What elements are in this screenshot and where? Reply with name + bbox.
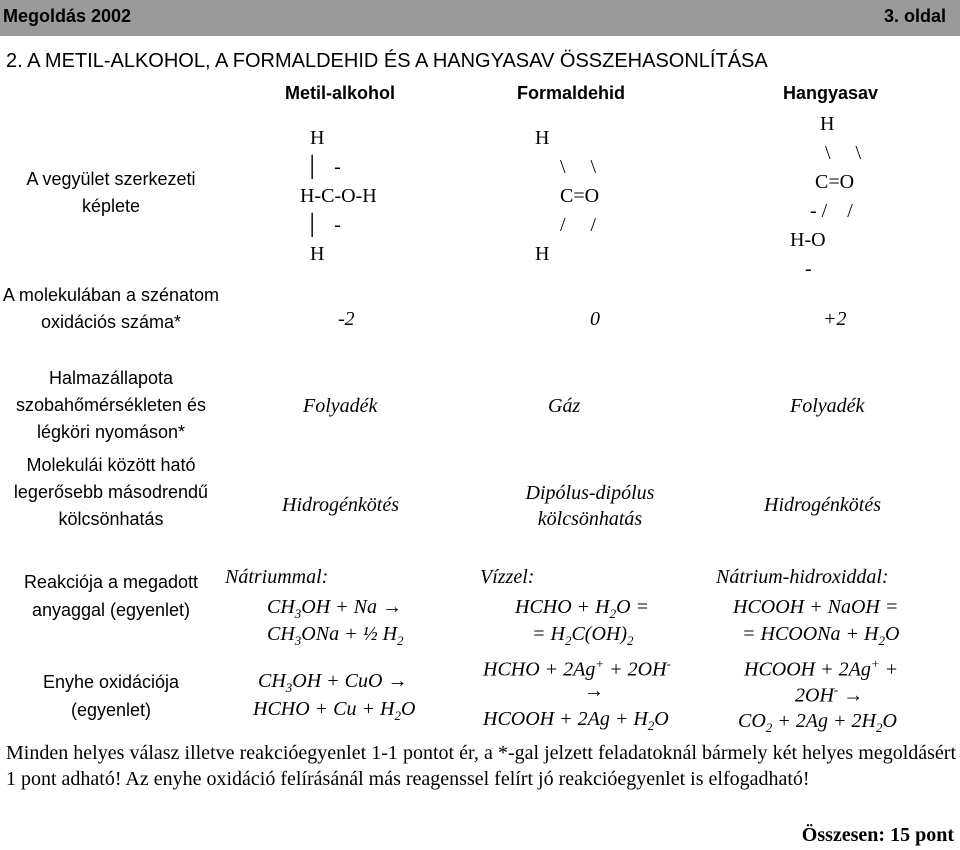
row-label-structure: A vegyület szerkezeti képlete — [26, 169, 196, 216]
row-label-reaction: Reakciója a megadott anyaggal (egyenlet) — [23, 572, 199, 620]
row-label-mild-oxidation: Enyhe oxidációja (egyenlet) — [42, 672, 180, 720]
row-label-interaction: Molekulái között ható legerősebb másodrendű kölcsönhatás — [13, 455, 209, 529]
equation-methanol-sodium-1: $CH_3OH + Na$ → — [267, 596, 403, 621]
column-header-methanol: Metil-alkohol — [285, 83, 396, 103]
column-header-formaldehyde: Formaldehid — [517, 83, 626, 103]
oxidation-formic-acid: +2 — [823, 308, 847, 330]
footer-note: Minden helyes válasz illetve reakcióegyenlet 1-1 pontot ér, a *-gal jelzett feladatoknál bármely két helyes megoldásért 1 pont adható! Az enyhe oxidáció felírásánál más reagenssel felírt jó reakcióegyenlet is elfogadható! — [6, 742, 956, 790]
equation-formic-acid-oxidation-3: $CO_2 + 2Ag + 2H_2O$ — [738, 710, 897, 735]
row-label-state: Halmazállapota szobahőmérsékleten és légköri nyomáson* — [15, 368, 207, 442]
equation-formic-acid-naoh-1: HCOOH + NaOH = — [733, 596, 899, 618]
reagent-sodium-hydroxide: Nátrium-hidroxiddal: — [716, 566, 889, 588]
reagent-water: Vízzel: — [480, 566, 535, 588]
footer-total: Összesen: 15 pont — [801, 824, 954, 846]
oxidation-formaldehyde: 0 — [590, 308, 600, 330]
equation-methanol-cuo-1: $CH_3OH$ + CuO → — [258, 670, 408, 695]
state-formaldehyde: Gáz — [548, 395, 581, 417]
oxidation-methanol: -2 — [338, 308, 355, 330]
equation-formaldehyde-oxidation-arrow: → — [584, 680, 604, 702]
section-title: 2. A METIL-ALKOHOL, A FORMALDEHID ÉS A HANGYASAV ÖSSZEHASONLÍTÁSA — [6, 50, 768, 72]
column-header-formic-acid: Hangyasav — [783, 83, 879, 103]
equation-formaldehyde-oxidation-2: HCOOH + $2Ag + H_2O$ — [483, 708, 669, 733]
equation-formaldehyde-oxidation-1: HCHO + 2Ag+ + 2OH- — [483, 656, 671, 681]
header-left: Megoldás 2002 — [3, 6, 132, 26]
interaction-formaldehyde: Dipólus-dipólus kölcsönhatás — [525, 482, 655, 530]
formaldehyde-structure: H \ \ C=O / / H — [535, 127, 600, 265]
header-page-number: 3. oldal — [883, 6, 946, 26]
reagent-sodium: Nátriummal: — [225, 566, 329, 588]
equation-methanol-sodium-2: $CH_3ONa$ + ½ $H_2$ — [267, 623, 404, 648]
equation-formic-acid-naoh-2: = HCOONa + $H_2O$ — [742, 623, 900, 648]
state-methanol: Folyadék — [303, 395, 378, 417]
state-formic-acid: Folyadék — [790, 395, 865, 417]
equation-formaldehyde-water-2: = $H_2C(OH)_2$ — [532, 623, 634, 648]
methanol-structure: H │ - H-C-O-H │ - H — [300, 127, 377, 265]
page-header — [0, 0, 960, 36]
row-label-oxidation-number: A molekulában a szénatom oxidációs száma* — [2, 285, 220, 332]
equation-methanol-cuo-2: HCHO + $Cu + H_2O$ — [253, 698, 416, 723]
interaction-formic-acid: Hidrogénkötés — [764, 494, 882, 516]
equation-formaldehyde-water-1: HCHO + $H_2O$ = — [515, 596, 650, 621]
interaction-methanol: Hidrogénkötés — [282, 494, 400, 516]
equation-formic-acid-oxidation-2: 2OH- → — [795, 682, 864, 707]
formic-acid-structure: H \ \ C=O - / / H-O - — [790, 113, 862, 280]
equation-formic-acid-oxidation-1: HCOOH + 2Ag+ + — [744, 656, 899, 681]
